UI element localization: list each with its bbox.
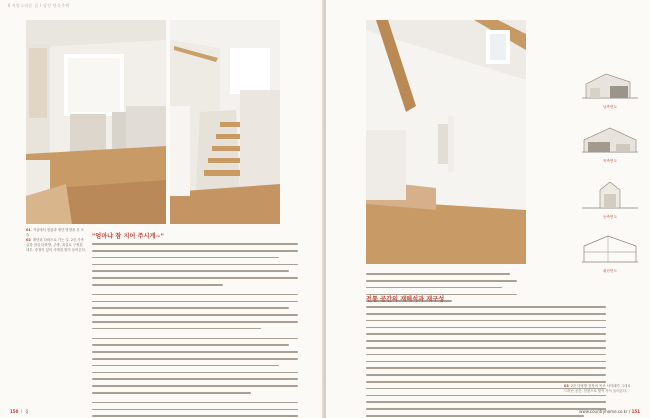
text-line <box>92 298 298 305</box>
text-line <box>92 363 298 370</box>
body-text-right <box>366 304 606 418</box>
text-line <box>92 390 298 397</box>
text-line <box>92 255 298 262</box>
text-line <box>366 345 606 352</box>
text-line <box>92 326 298 333</box>
headline-right: 전통 공간의 재해석과 재구성 <box>366 296 445 303</box>
body-text-left <box>92 241 298 418</box>
paragraph <box>92 400 298 418</box>
text-line <box>92 356 298 363</box>
paragraph <box>92 241 298 289</box>
paragraph <box>92 335 298 396</box>
photo-stairs <box>170 20 280 224</box>
text-line <box>366 338 606 345</box>
text-line <box>366 285 524 292</box>
text-line <box>92 383 298 390</box>
diagram-label: 횡단면도 <box>603 269 617 273</box>
text-line <box>366 324 606 331</box>
diagram-label: 남측면도 <box>603 105 617 109</box>
text-line <box>366 278 524 285</box>
text-line <box>92 400 298 407</box>
text-line <box>366 304 606 311</box>
text-line <box>92 335 298 342</box>
diagram-label: 동측면도 <box>603 215 617 219</box>
caption-left <box>26 228 86 253</box>
running-head: Ⅱ 사랑스러운 집 I 당진 단독주택 <box>8 3 70 8</box>
elevation-north <box>580 122 640 164</box>
text-line <box>366 365 606 372</box>
text-line <box>92 406 298 413</box>
caption-right <box>564 384 634 394</box>
text-line <box>92 376 298 383</box>
folio-left: 150 ㅣ 집 <box>10 409 29 414</box>
text-line <box>366 318 606 325</box>
text-line <box>92 349 298 356</box>
elevation-east <box>580 178 640 220</box>
paragraph <box>92 292 298 333</box>
folio-right: www.countryhome.co.kr / 151 <box>579 409 640 414</box>
text-line <box>366 358 606 365</box>
caption-item: 01 거실에서 현관과 계단 방향을 본 모습. <box>26 228 84 237</box>
left-page <box>0 0 324 418</box>
text-line <box>92 369 298 376</box>
caption-item: 03 2층 다락방 천장의 목조 서까래가 그대로 드러난 공간, 천창으로 빛이 가득 들어온다. <box>564 384 631 393</box>
text-line <box>92 248 298 255</box>
text-line <box>366 372 606 379</box>
text-line <box>366 352 606 359</box>
text-line <box>92 282 298 289</box>
text-line <box>366 331 606 338</box>
photo-living-room <box>26 20 166 224</box>
paragraph <box>366 304 606 418</box>
text-line <box>366 399 606 406</box>
text-line <box>92 275 298 282</box>
text-line <box>92 342 298 349</box>
photo-attic <box>366 20 526 264</box>
text-line <box>92 292 298 299</box>
caption-item: 02 계단과 다락으로 가는 길. 2층 가족실과 침실 다락방, 주방, 욕실로 구성된 내부. 중정이 있어 사계절 빛이 들어온다. <box>26 238 86 252</box>
text-line <box>92 413 298 418</box>
text-line <box>366 406 606 413</box>
text-line <box>92 319 298 326</box>
text-line <box>92 261 298 268</box>
text-line <box>92 312 298 319</box>
elevation-south <box>580 68 640 110</box>
text-line <box>92 241 298 248</box>
text-line <box>366 271 524 278</box>
text-line <box>366 311 606 318</box>
text-line <box>92 268 298 275</box>
cross-section <box>580 232 640 274</box>
headline-left: "엄마냐 참 지어 주시게~" <box>92 233 164 240</box>
text-line <box>92 305 298 312</box>
diagram-label: 북측면도 <box>603 159 617 163</box>
text-line <box>366 413 606 418</box>
